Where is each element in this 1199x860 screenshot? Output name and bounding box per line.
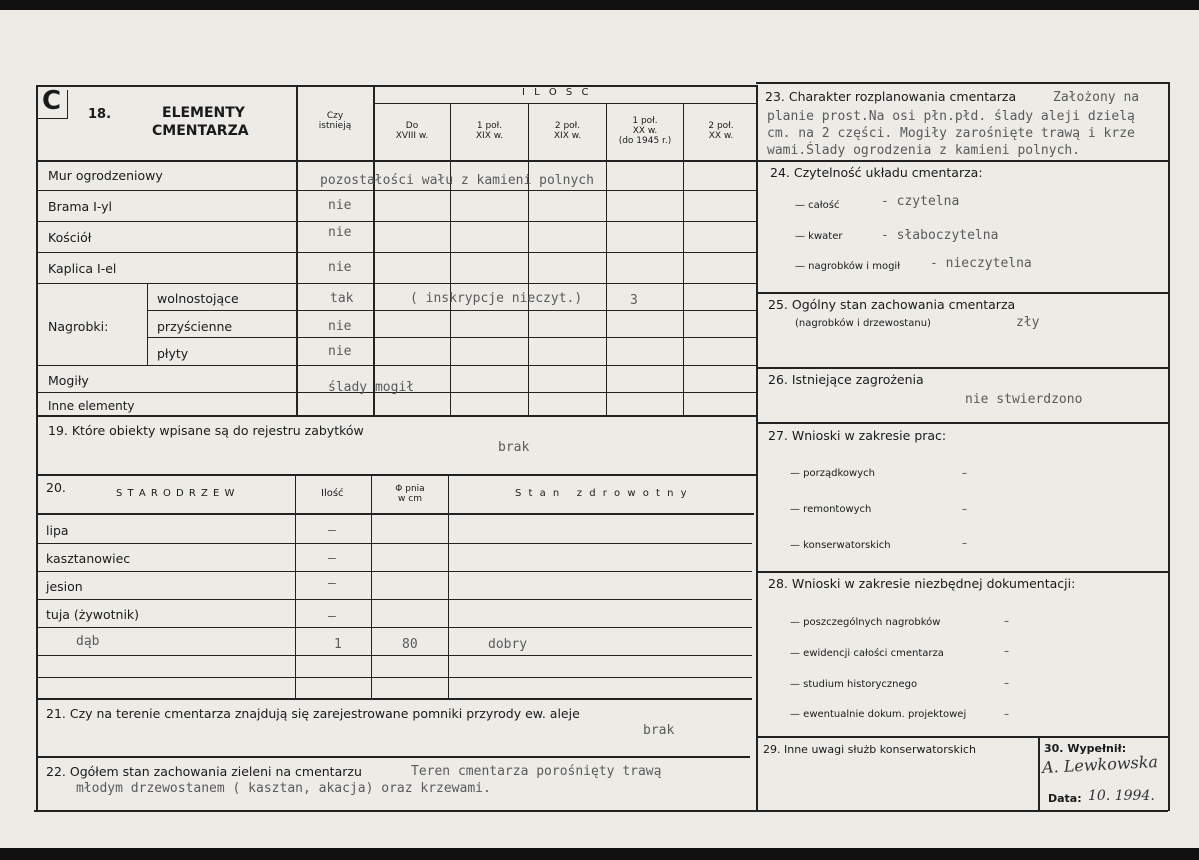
col-2pol-xx: 2 poł. XX w. bbox=[708, 121, 734, 141]
q28-studium-value: – bbox=[1004, 678, 1009, 689]
rule bbox=[36, 160, 758, 162]
row-kosciol-label: Kościół bbox=[48, 230, 92, 245]
rule bbox=[36, 474, 756, 476]
q19-label: 19. Które obiekty wpisane są do rejestru zabytków bbox=[48, 423, 364, 438]
section-number: 18. bbox=[88, 107, 112, 122]
rule bbox=[756, 160, 1170, 162]
rule bbox=[683, 103, 684, 415]
q26-label: 26. Istniejące zagrożenia bbox=[768, 372, 924, 387]
q24-label: 24. Czytelność układu cmentarza: bbox=[770, 165, 983, 180]
rule bbox=[36, 677, 752, 678]
rule bbox=[147, 310, 758, 311]
rule bbox=[756, 367, 1170, 369]
q27-konserwatorskich: — konserwatorskich bbox=[790, 540, 891, 551]
rule bbox=[147, 283, 148, 365]
q22-value-2: młodym drzewostanem ( kasztan, akacja) oraz krzewami. bbox=[76, 781, 491, 796]
row-wolno-note: ( inskrypcje nieczyt.) bbox=[410, 291, 583, 306]
row-kosciol-value: nie bbox=[328, 225, 352, 240]
rule bbox=[67, 90, 68, 118]
rule bbox=[36, 513, 754, 515]
tree-count: – bbox=[328, 551, 336, 566]
tree-count: 1 bbox=[334, 637, 342, 652]
rule bbox=[36, 85, 38, 811]
q19-value: brak bbox=[498, 440, 530, 455]
q24-nagrobkow-value: - nieczytelna bbox=[930, 256, 1032, 271]
rule bbox=[36, 190, 758, 191]
tree-name: jesion bbox=[46, 579, 83, 594]
form-card bbox=[0, 10, 1199, 848]
q28-nagrobkow: — poszczególnych nagrobków bbox=[790, 617, 941, 628]
q23-value-4: wami.Ślady ogrodzenia z kamieni polnych. bbox=[767, 143, 1081, 158]
col-1pol-xx: 1 poł. XX w. (do 1945 r.) bbox=[618, 116, 672, 146]
q25-sub: (nagrobków i drzewostanu) bbox=[795, 318, 931, 329]
tree-name: lipa bbox=[46, 523, 69, 538]
q23-label: 23. Charakter rozplanowania cmentarza bbox=[765, 89, 1017, 104]
row-inne-label: Inne elementy bbox=[48, 399, 135, 413]
q22-value-1: Teren cmentarza porośnięty trawą bbox=[411, 764, 662, 779]
rule bbox=[36, 655, 752, 656]
q24-kwater: — kwater bbox=[795, 231, 843, 242]
tree-name: kasztanowiec bbox=[46, 551, 131, 566]
rule bbox=[36, 283, 758, 284]
q28-studium: — studium historycznego bbox=[790, 679, 918, 690]
q28-ewidencji: — ewidencji całości cmentarza bbox=[790, 648, 944, 659]
tree-diam: 80 bbox=[402, 637, 418, 652]
q26-value: nie stwierdzono bbox=[965, 392, 1083, 407]
rule bbox=[36, 571, 752, 572]
rule bbox=[606, 103, 607, 415]
q27-label: 27. Wnioski w zakresie prac: bbox=[768, 428, 947, 443]
q22-label: 22. Ogółem stan zachowania zieleni na cmentarzu bbox=[46, 764, 362, 779]
rule bbox=[528, 103, 529, 415]
rule bbox=[36, 85, 758, 87]
rule bbox=[36, 118, 68, 119]
row-kaplica-value: nie bbox=[328, 260, 352, 275]
row-wolno-count: 3 bbox=[630, 293, 638, 308]
q25-value: zły bbox=[1016, 315, 1040, 330]
rule bbox=[450, 103, 451, 415]
rule bbox=[1168, 82, 1170, 811]
q24-calosc: — całość bbox=[795, 200, 840, 211]
rule bbox=[1038, 736, 1040, 811]
tree-count: – bbox=[328, 523, 336, 538]
rule bbox=[36, 221, 758, 222]
q20-label: 20. bbox=[46, 480, 66, 495]
tree-count: – bbox=[328, 609, 336, 624]
col-1pol-xix: 1 poł. XIX w. bbox=[475, 121, 504, 141]
rule bbox=[756, 85, 758, 811]
q28-ewidencji-value: – bbox=[1004, 646, 1009, 657]
rule bbox=[36, 756, 750, 758]
q28-projektowej-value: – bbox=[1004, 709, 1009, 720]
q30-label: 30. Wypełnił: bbox=[1044, 742, 1127, 755]
section-title-1: ELEMENTY bbox=[162, 105, 245, 121]
tree-name: dąb bbox=[76, 634, 100, 649]
rule bbox=[147, 337, 758, 338]
rule bbox=[34, 810, 1168, 812]
q27-remontowych: — remontowych bbox=[790, 504, 872, 515]
tree-name: tuja (żywotnik) bbox=[46, 607, 140, 622]
col-ilosc-header: Ilość bbox=[321, 488, 344, 499]
q27-porzadkowych-value: – bbox=[962, 468, 967, 479]
q29-label: 29. Inne uwagi służb konserwatorskich bbox=[763, 743, 976, 756]
row-brama-value: nie bbox=[328, 198, 352, 213]
row-mur-label: Mur ogrodzeniowy bbox=[48, 168, 163, 183]
col-stan-header: S t a n z d r o w o t n y bbox=[515, 488, 689, 499]
rule bbox=[756, 571, 1170, 573]
rule bbox=[36, 543, 752, 544]
rule bbox=[36, 627, 752, 628]
tree-state: dobry bbox=[488, 637, 528, 652]
row-mogily-value: ślady mogił bbox=[328, 380, 415, 395]
rule bbox=[295, 475, 296, 698]
col-pnia-header: Φ pnia w cm bbox=[395, 484, 425, 504]
q24-nagrobkow: — nagrobków i mogił bbox=[795, 261, 901, 272]
date-label: Data: bbox=[1048, 792, 1082, 805]
signature: A. Lewkowska bbox=[1041, 751, 1159, 778]
row-wolno-label: wolnostojące bbox=[157, 291, 239, 306]
starodrzew-header: S T A R O D R Z E W bbox=[116, 488, 236, 499]
row-wolno-value: tak bbox=[330, 291, 354, 306]
q21-label: 21. Czy na terenie cmentarza znajdują się zarejestrowane pomniki przyrody ew. aleje bbox=[46, 706, 580, 721]
rule bbox=[36, 698, 752, 700]
q23-value-1: Założony na bbox=[1053, 90, 1140, 105]
col-do-xviii: Do XVIII w. bbox=[395, 121, 429, 141]
q28-label: 28. Wnioski w zakresie niezbędnej dokumentacji: bbox=[768, 576, 1076, 591]
rule bbox=[756, 82, 1170, 84]
row-przysc-value: nie bbox=[328, 319, 352, 334]
q27-konserwatorskich-value: – bbox=[962, 538, 967, 549]
q23-value-2: planie prost.Na osi płn.płd. ślady aleji dzielą bbox=[767, 109, 1135, 124]
rule bbox=[448, 475, 449, 698]
rule bbox=[36, 415, 758, 417]
rule bbox=[36, 599, 752, 600]
row-nagrobki-label: Nagrobki: bbox=[48, 319, 109, 334]
row-plyty-value: nie bbox=[328, 344, 352, 359]
row-mur-value: pozostałości wału z kamieni polnych bbox=[320, 173, 594, 188]
q23-value-3: cm. na 2 części. Mogiły zarośnięte trawą i krze bbox=[767, 126, 1135, 141]
date-value: 10. 1994. bbox=[1088, 788, 1155, 804]
row-plyty-label: płyty bbox=[157, 346, 189, 361]
q25-label: 25. Ogólny stan zachowania cmentarza bbox=[768, 297, 1016, 312]
q24-kwater-value: - słaboczytelna bbox=[881, 228, 999, 243]
rule bbox=[371, 475, 372, 698]
q27-porzadkowych: — porządkowych bbox=[790, 468, 875, 479]
q24-calosc-value: - czytelna bbox=[881, 194, 960, 209]
tree-count: – bbox=[328, 576, 336, 591]
row-kaplica-label: Kaplica I-el bbox=[48, 261, 117, 276]
section-title-2: CMENTARZA bbox=[152, 123, 249, 139]
q27-remontowych-value: – bbox=[962, 504, 967, 515]
rule bbox=[36, 365, 758, 366]
col-2pol-xix: 2 poł. XIX w. bbox=[553, 121, 582, 141]
row-przysc-label: przyścienne bbox=[157, 319, 233, 334]
row-mogily-label: Mogiły bbox=[48, 373, 89, 388]
col-czy-header: Czy istnieją bbox=[318, 111, 352, 131]
rule bbox=[756, 422, 1170, 424]
rule bbox=[373, 103, 758, 104]
q28-nagrobkow-value: – bbox=[1004, 616, 1009, 627]
section-letter: C bbox=[42, 86, 62, 116]
row-brama-label: Brama I-yl bbox=[48, 199, 113, 214]
q21-value: brak bbox=[643, 723, 675, 738]
rule bbox=[36, 252, 758, 253]
ilosc-header: I L O Ś Ć bbox=[522, 87, 592, 98]
q28-projektowej: — ewentualnie dokum. projektowej bbox=[790, 709, 967, 720]
rule bbox=[756, 736, 1170, 738]
rule bbox=[756, 292, 1170, 294]
